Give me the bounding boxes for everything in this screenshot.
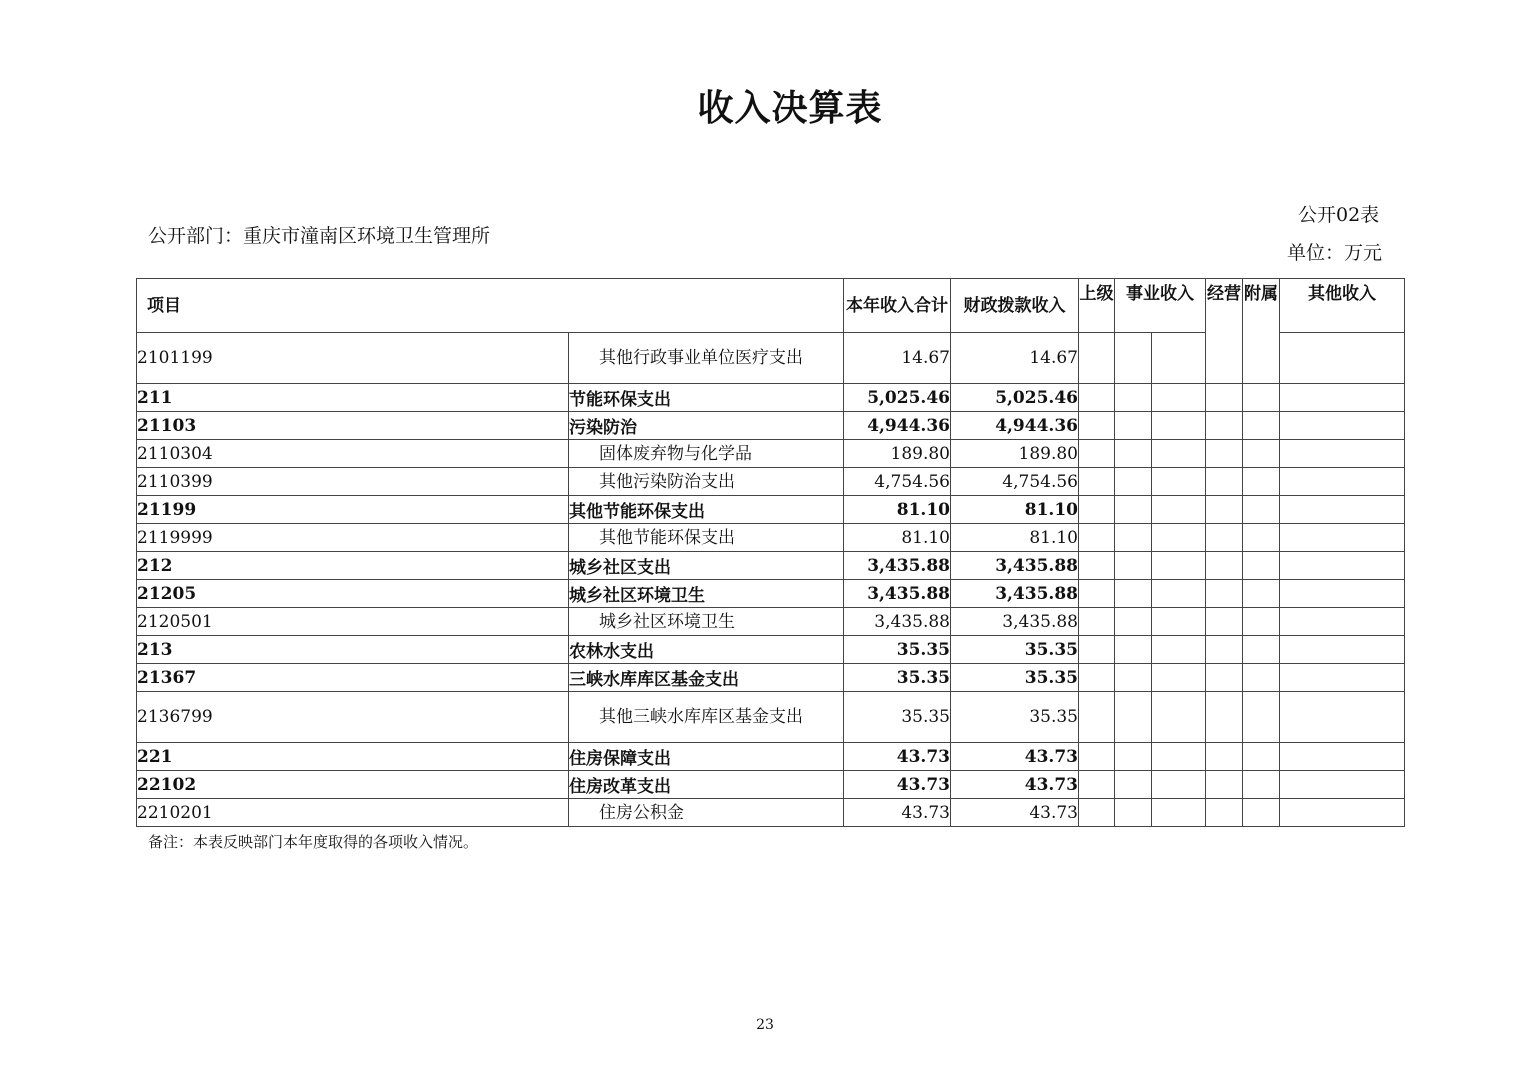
table-row [137, 608, 1405, 636]
row-fiscal: 35.35 [951, 664, 1079, 692]
table-row [137, 496, 1405, 524]
row-business-a [1115, 384, 1152, 412]
table-note: 备注：本表反映部门本年度取得的各项收入情况。 [148, 833, 479, 851]
row-business-a [1115, 608, 1152, 636]
row-affiliated [1243, 664, 1280, 692]
row-affiliated [1243, 692, 1280, 743]
row-fiscal: 3,435.88 [951, 580, 1079, 608]
row-name: 污染防治 [569, 412, 844, 440]
row-code: 2101199 [137, 333, 569, 384]
header-operation: 经营 [1206, 279, 1243, 384]
row-operation [1206, 743, 1243, 771]
row-other [1280, 799, 1405, 827]
row-code: 2119999 [137, 524, 569, 552]
row-business-a [1115, 743, 1152, 771]
row-total: 14.67 [844, 333, 951, 384]
row-fiscal: 5,025.46 [951, 384, 1079, 412]
row-other [1280, 468, 1405, 496]
row-operation [1206, 692, 1243, 743]
row-other [1280, 664, 1405, 692]
row-business-b [1152, 468, 1206, 496]
row-superior [1079, 552, 1115, 580]
row-code: 21205 [137, 580, 569, 608]
row-business-a [1115, 333, 1152, 384]
row-name: 其他节能环保支出 [569, 496, 844, 524]
row-fiscal: 14.67 [951, 333, 1079, 384]
row-business-b [1152, 580, 1206, 608]
row-superior [1079, 664, 1115, 692]
row-affiliated [1243, 799, 1280, 827]
table-row [137, 771, 1405, 799]
row-total: 189.80 [844, 440, 951, 468]
table-row [137, 412, 1405, 440]
row-superior [1079, 468, 1115, 496]
row-total: 43.73 [844, 743, 951, 771]
row-total: 35.35 [844, 664, 951, 692]
row-name: 其他节能环保支出 [569, 524, 844, 552]
row-operation [1206, 664, 1243, 692]
row-business-a [1115, 692, 1152, 743]
row-fiscal: 43.73 [951, 799, 1079, 827]
row-business-a [1115, 440, 1152, 468]
row-affiliated [1243, 440, 1280, 468]
row-other [1280, 608, 1405, 636]
row-fiscal: 3,435.88 [951, 552, 1079, 580]
row-total: 81.10 [844, 524, 951, 552]
row-name: 城乡社区支出 [569, 552, 844, 580]
row-fiscal: 35.35 [951, 636, 1079, 664]
row-affiliated [1243, 608, 1280, 636]
row-fiscal: 4,944.36 [951, 412, 1079, 440]
row-name: 住房改革支出 [569, 771, 844, 799]
header-row [137, 279, 1405, 333]
row-affiliated [1243, 552, 1280, 580]
row-name: 城乡社区环境卫生 [569, 608, 844, 636]
row-other [1280, 496, 1405, 524]
row-total: 3,435.88 [844, 608, 951, 636]
row-total: 4,754.56 [844, 468, 951, 496]
row-name: 固体废弃物与化学品 [569, 440, 844, 468]
row-name: 其他三峡水库库区基金支出 [569, 692, 844, 743]
row-affiliated [1243, 580, 1280, 608]
header-project: 项目 [137, 279, 844, 333]
row-operation [1206, 771, 1243, 799]
row-name: 城乡社区环境卫生 [569, 580, 844, 608]
unit-label: 单位：万元 [1287, 242, 1383, 264]
row-total: 4,944.36 [844, 412, 951, 440]
row-name: 住房公积金 [569, 799, 844, 827]
row-name: 住房保障支出 [569, 743, 844, 771]
header-total: 本年收入合计 [844, 279, 951, 333]
row-code: 2120501 [137, 608, 569, 636]
row-superior [1079, 524, 1115, 552]
row-code: 221 [137, 743, 569, 771]
row-affiliated [1243, 384, 1280, 412]
row-name: 农林水支出 [569, 636, 844, 664]
table-row [137, 692, 1405, 743]
row-business-a [1115, 468, 1152, 496]
header-other: 其他收入 [1280, 279, 1405, 333]
row-business-a [1115, 636, 1152, 664]
row-other [1280, 771, 1405, 799]
row-other [1280, 412, 1405, 440]
table-row [137, 580, 1405, 608]
row-code: 2136799 [137, 692, 569, 743]
row-operation [1206, 580, 1243, 608]
row-business-b [1152, 771, 1206, 799]
header-affiliated: 附属 [1243, 279, 1280, 384]
row-business-b [1152, 692, 1206, 743]
row-business-a [1115, 552, 1152, 580]
row-other [1280, 580, 1405, 608]
row-business-b [1152, 552, 1206, 580]
row-superior [1079, 771, 1115, 799]
row-superior [1079, 384, 1115, 412]
row-business-a [1115, 664, 1152, 692]
page-number: 23 [756, 1017, 774, 1033]
row-name: 节能环保支出 [569, 384, 844, 412]
row-name: 其他污染防治支出 [569, 468, 844, 496]
row-other [1280, 384, 1405, 412]
table-row [137, 664, 1405, 692]
row-total: 35.35 [844, 692, 951, 743]
row-code: 21103 [137, 412, 569, 440]
row-other [1280, 743, 1405, 771]
header-superior: 上级 [1079, 279, 1115, 333]
row-total: 43.73 [844, 799, 951, 827]
row-total: 3,435.88 [844, 552, 951, 580]
row-code: 2110399 [137, 468, 569, 496]
row-business-b [1152, 664, 1206, 692]
row-affiliated [1243, 771, 1280, 799]
row-business-b [1152, 440, 1206, 468]
table-row [137, 440, 1405, 468]
row-business-a [1115, 412, 1152, 440]
table-row [137, 552, 1405, 580]
row-business-b [1152, 333, 1206, 384]
row-affiliated [1243, 524, 1280, 552]
row-fiscal: 35.35 [951, 692, 1079, 743]
row-operation [1206, 636, 1243, 664]
table-number: 公开02表 [1298, 204, 1380, 226]
row-other [1280, 333, 1405, 384]
row-operation [1206, 799, 1243, 827]
row-affiliated [1243, 743, 1280, 771]
row-code: 2110304 [137, 440, 569, 468]
row-total: 43.73 [844, 771, 951, 799]
table-row [137, 743, 1405, 771]
row-fiscal: 43.73 [951, 743, 1079, 771]
row-superior [1079, 580, 1115, 608]
income-table [136, 278, 1405, 827]
table-row [137, 384, 1405, 412]
row-business-b [1152, 412, 1206, 440]
row-operation [1206, 440, 1243, 468]
row-code: 2210201 [137, 799, 569, 827]
table-row [137, 636, 1405, 664]
header-fiscal: 财政拨款收入 [951, 279, 1079, 333]
row-business-b [1152, 384, 1206, 412]
row-operation [1206, 384, 1243, 412]
row-operation [1206, 608, 1243, 636]
row-operation [1206, 524, 1243, 552]
row-superior [1079, 412, 1115, 440]
row-operation [1206, 412, 1243, 440]
row-affiliated [1243, 636, 1280, 664]
department-label: 公开部门：重庆市潼南区环境卫生管理所 [148, 225, 491, 247]
row-fiscal: 189.80 [951, 440, 1079, 468]
row-superior [1079, 440, 1115, 468]
row-total: 5,025.46 [844, 384, 951, 412]
row-business-b [1152, 608, 1206, 636]
table-row [137, 799, 1405, 827]
table-row [137, 468, 1405, 496]
row-total: 3,435.88 [844, 580, 951, 608]
row-fiscal: 81.10 [951, 524, 1079, 552]
row-fiscal: 43.73 [951, 771, 1079, 799]
row-code: 21199 [137, 496, 569, 524]
row-operation [1206, 496, 1243, 524]
page-title: 收入决算表 [697, 87, 883, 129]
row-business-b [1152, 799, 1206, 827]
row-superior [1079, 333, 1115, 384]
row-code: 212 [137, 552, 569, 580]
row-superior [1079, 743, 1115, 771]
row-other [1280, 692, 1405, 743]
row-other [1280, 552, 1405, 580]
row-code: 211 [137, 384, 569, 412]
row-business-b [1152, 496, 1206, 524]
row-other [1280, 524, 1405, 552]
row-operation [1206, 552, 1243, 580]
header-business: 事业收入 [1115, 279, 1206, 333]
row-superior [1079, 692, 1115, 743]
table-row [137, 524, 1405, 552]
row-business-b [1152, 636, 1206, 664]
row-code: 213 [137, 636, 569, 664]
row-business-a [1115, 524, 1152, 552]
row-affiliated [1243, 412, 1280, 440]
row-affiliated [1243, 496, 1280, 524]
row-affiliated [1243, 468, 1280, 496]
row-other [1280, 440, 1405, 468]
row-code: 22102 [137, 771, 569, 799]
row-name: 其他行政事业单位医疗支出 [569, 333, 844, 384]
row-name: 三峡水库库区基金支出 [569, 664, 844, 692]
row-business-a [1115, 771, 1152, 799]
row-fiscal: 81.10 [951, 496, 1079, 524]
row-business-a [1115, 580, 1152, 608]
row-superior [1079, 799, 1115, 827]
row-fiscal: 4,754.56 [951, 468, 1079, 496]
row-business-a [1115, 799, 1152, 827]
row-operation [1206, 468, 1243, 496]
row-business-b [1152, 524, 1206, 552]
row-superior [1079, 496, 1115, 524]
row-total: 81.10 [844, 496, 951, 524]
row-superior [1079, 608, 1115, 636]
row-code: 21367 [137, 664, 569, 692]
row-business-a [1115, 496, 1152, 524]
row-business-b [1152, 743, 1206, 771]
row-other [1280, 636, 1405, 664]
row-superior [1079, 636, 1115, 664]
row-total: 35.35 [844, 636, 951, 664]
row-fiscal: 3,435.88 [951, 608, 1079, 636]
